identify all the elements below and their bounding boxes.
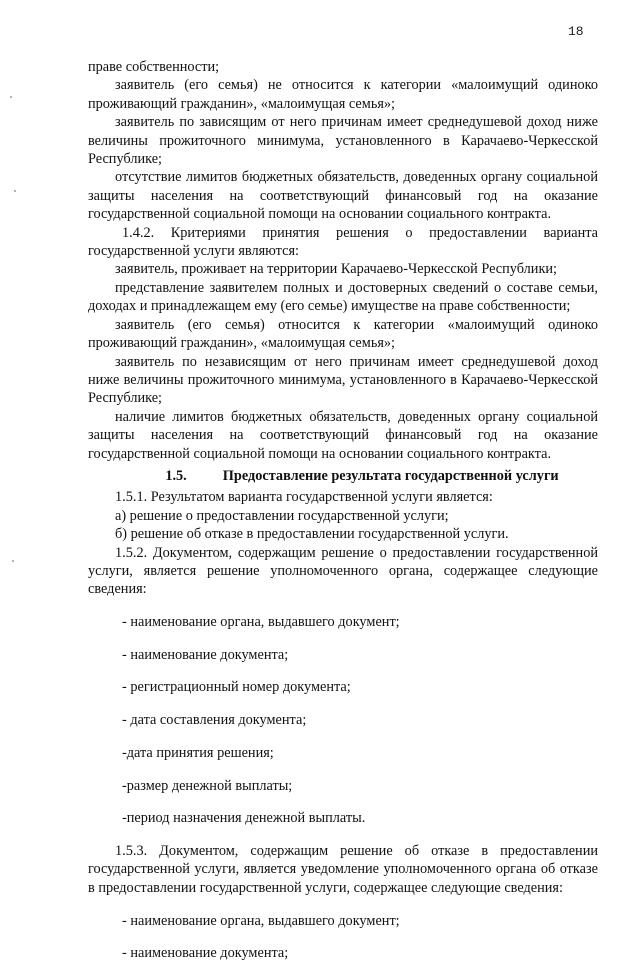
scan-speck	[14, 190, 16, 192]
document-body	[88, 58, 598, 977]
scan-speck	[10, 96, 12, 98]
list-item: -размер денежной выплаты;	[122, 777, 293, 794]
paragraph: 1.5.2. Документом, содержащим решение о предоставлении государственной услуги, является решение уполномоченного органа, содержащее следующие сведения:	[88, 544, 598, 598]
paragraph: заявитель по зависящим от него причинам имеет среднедушевой доход ниже величины прожиточного минимума, установленного в Карачаево-Черкесской Республике;	[88, 114, 598, 168]
section-title: Предоставление результата государственной услуги	[222, 467, 559, 484]
paragraph: заявитель по независящим от него причинам имеет среднедушевой доход ниже величины прожиточного минимума, установленного в Карачаево-Черкесской Республике;	[88, 353, 598, 407]
paragraph: отсутствие лимитов бюджетных обязательств, доведенных органу социальной защиты населения на соответствующий финансовый год на оказание государственной социальной помощи на основании социального контракта.	[88, 169, 598, 223]
list-item: - наименование органа, выдавшего документ;	[122, 614, 400, 631]
list-item: -период назначения денежной выплаты.	[122, 810, 366, 827]
paragraph: наличие лимитов бюджетных обязательств, доведенных органу социальной защиты населения на соответствующий финансовый год на оказание государственной социальной помощи на основании социального контракта.	[88, 408, 598, 462]
paragraph: 1.5.3. Документом, содержащим решение об отказе в предоставлении государственной услуги, является уведомление уполномоченного органа об отказе в предоставлении государственной услуги, содержащее следующие сведения:	[88, 843, 598, 896]
section-number: 1.5.	[165, 467, 187, 484]
list-item: - наименование документа;	[122, 945, 289, 962]
paragraph: заявитель, проживает на территории Карачаево-Черкесской Республики;	[115, 261, 558, 278]
scan-speck	[12, 560, 14, 562]
paragraph: б) решение об отказе в предоставлении государственной услуги.	[115, 526, 509, 543]
paragraph: представление заявителем полных и достоверных сведений о составе семьи, доходах и принадлежащем ему (его семье) имуществе на праве собственности;	[88, 279, 598, 315]
page-number: 18	[568, 24, 584, 39]
paragraph: праве собственности;	[88, 59, 220, 75]
list-item: - наименование документа;	[122, 646, 289, 663]
paragraph: заявитель (его семья) не относится к категории «малоимущий одиноко проживающий гражданин», «малоимущая семья»;	[88, 77, 598, 112]
list-item: - дата составления документа;	[122, 712, 307, 729]
list-item: - наименование органа, выдавшего документ;	[122, 912, 400, 929]
paragraph: а) решение о предоставлении государственной услуги;	[115, 507, 449, 524]
paragraph: 1.5.1. Результатом варианта государственной услуги является:	[115, 489, 493, 506]
list-item: - регистрационный номер документа;	[122, 679, 351, 696]
paragraph: 1.4.2. Критериями принятия решения о предоставлении варианта государственной услуги являются:	[88, 224, 598, 260]
list-item: -дата принятия решения;	[122, 744, 274, 761]
section-heading	[88, 467, 598, 485]
paragraph: заявитель (его семья) относится к категории «малоимущий одиноко проживающий гражданин», «малоимущая семья»;	[88, 316, 598, 352]
